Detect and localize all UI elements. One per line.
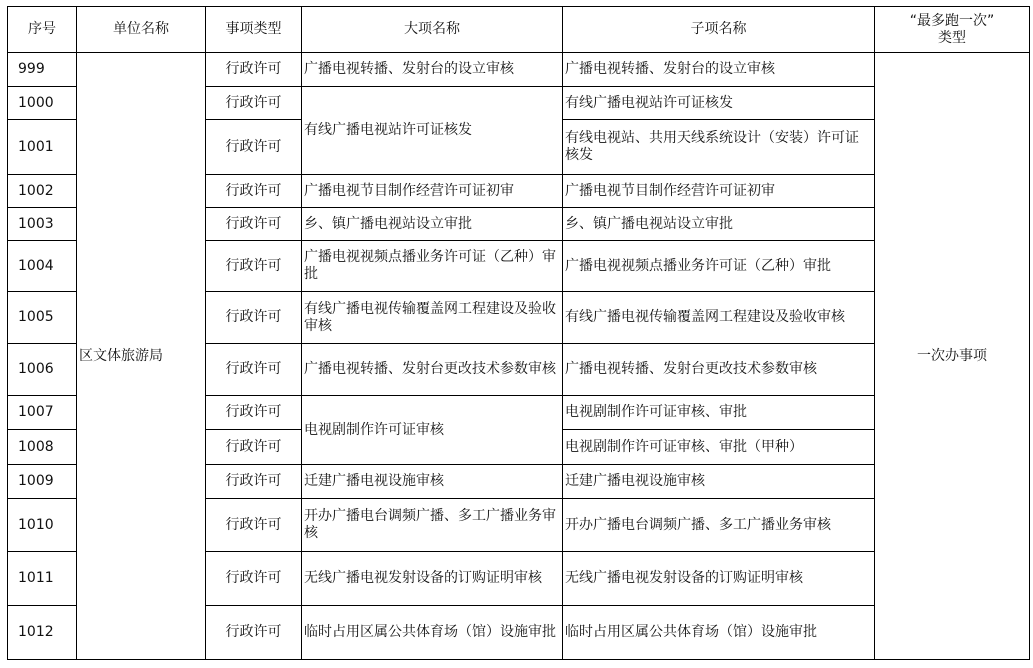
type-cell: 行政许可 xyxy=(206,175,302,208)
type-cell: 行政许可 xyxy=(206,396,302,430)
seq-cell: 1008 xyxy=(8,430,77,465)
seq-cell: 1006 xyxy=(8,344,77,396)
unit-cell: 区文体旅游局 xyxy=(77,53,206,660)
type-cell: 行政许可 xyxy=(206,499,302,552)
major-cell: 临时占用区属公共体育场（馆）设施审批 xyxy=(302,606,563,660)
header-major: 大项名称 xyxy=(302,7,563,53)
seq-cell: 1002 xyxy=(8,175,77,208)
major-cell: 有线广播电视站许可证核发 xyxy=(302,87,563,175)
type-cell: 行政许可 xyxy=(206,120,302,175)
seq-cell: 1010 xyxy=(8,499,77,552)
header-category-line2: 类型 xyxy=(938,29,966,46)
major-cell: 有线广播电视传输覆盖网工程建设及验收审核 xyxy=(302,292,563,344)
seq-cell: 1001 xyxy=(8,120,77,175)
seq-cell: 1011 xyxy=(8,552,77,606)
major-cell: 开办广播电台调频广播、多工广播业务审核 xyxy=(302,499,563,552)
sub-cell: 有线广播电视传输覆盖网工程建设及验收审核 xyxy=(563,292,875,344)
type-cell: 行政许可 xyxy=(206,606,302,660)
header-category-line1: “最多跑一次” xyxy=(909,12,995,29)
type-cell: 行政许可 xyxy=(206,208,302,241)
major-cell: 迁建广播电视设施审核 xyxy=(302,465,563,499)
sub-cell: 电视剧制作许可证审核、审批（甲种） xyxy=(563,430,875,465)
major-cell: 广播电视节目制作经营许可证初审 xyxy=(302,175,563,208)
major-cell: 广播电视转播、发射台更改技术参数审核 xyxy=(302,344,563,396)
major-cell: 无线广播电视发射设备的订购证明审核 xyxy=(302,552,563,606)
sub-cell: 开办广播电台调频广播、多工广播业务审核 xyxy=(563,499,875,552)
header-sub: 子项名称 xyxy=(563,7,875,53)
sub-cell: 广播电视视频点播业务许可证（乙种）审批 xyxy=(563,241,875,292)
seq-cell: 1005 xyxy=(8,292,77,344)
type-cell: 行政许可 xyxy=(206,292,302,344)
type-cell: 行政许可 xyxy=(206,344,302,396)
seq-cell: 1012 xyxy=(8,606,77,660)
sub-cell: 广播电视转播、发射台更改技术参数审核 xyxy=(563,344,875,396)
major-cell: 电视剧制作许可证审核 xyxy=(302,396,563,465)
sub-cell: 迁建广播电视设施审核 xyxy=(563,465,875,499)
type-cell: 行政许可 xyxy=(206,552,302,606)
sub-cell: 有线电视站、共用天线系统设计（安装）许可证核发 xyxy=(563,120,875,175)
service-items-table xyxy=(7,6,1030,660)
sub-cell: 广播电视节目制作经营许可证初审 xyxy=(563,175,875,208)
table-row xyxy=(8,53,1030,87)
type-cell: 行政许可 xyxy=(206,241,302,292)
category-cell: 一次办事项 xyxy=(875,53,1030,660)
sub-cell: 有线广播电视站许可证核发 xyxy=(563,87,875,120)
sub-cell: 广播电视转播、发射台的设立审核 xyxy=(563,53,875,87)
seq-cell: 1009 xyxy=(8,465,77,499)
type-cell: 行政许可 xyxy=(206,53,302,87)
type-cell: 行政许可 xyxy=(206,430,302,465)
sub-cell: 临时占用区属公共体育场（馆）设施审批 xyxy=(563,606,875,660)
sub-cell: 无线广播电视发射设备的订购证明审核 xyxy=(563,552,875,606)
seq-cell: 1003 xyxy=(8,208,77,241)
major-cell: 广播电视视频点播业务许可证（乙种）审批 xyxy=(302,241,563,292)
major-cell: 乡、镇广播电视站设立审批 xyxy=(302,208,563,241)
seq-cell: 999 xyxy=(8,53,77,87)
seq-cell: 1007 xyxy=(8,396,77,430)
type-cell: 行政许可 xyxy=(206,87,302,120)
header-unit: 单位名称 xyxy=(77,7,206,53)
header-row xyxy=(8,7,1030,53)
major-cell: 广播电视转播、发射台的设立审核 xyxy=(302,53,563,87)
seq-cell: 1004 xyxy=(8,241,77,292)
sub-cell: 电视剧制作许可证审核、审批 xyxy=(563,396,875,430)
header-category xyxy=(875,7,1030,53)
seq-cell: 1000 xyxy=(8,87,77,120)
header-seq: 序号 xyxy=(8,7,77,53)
type-cell: 行政许可 xyxy=(206,465,302,499)
header-type: 事项类型 xyxy=(206,7,302,53)
sub-cell: 乡、镇广播电视站设立审批 xyxy=(563,208,875,241)
